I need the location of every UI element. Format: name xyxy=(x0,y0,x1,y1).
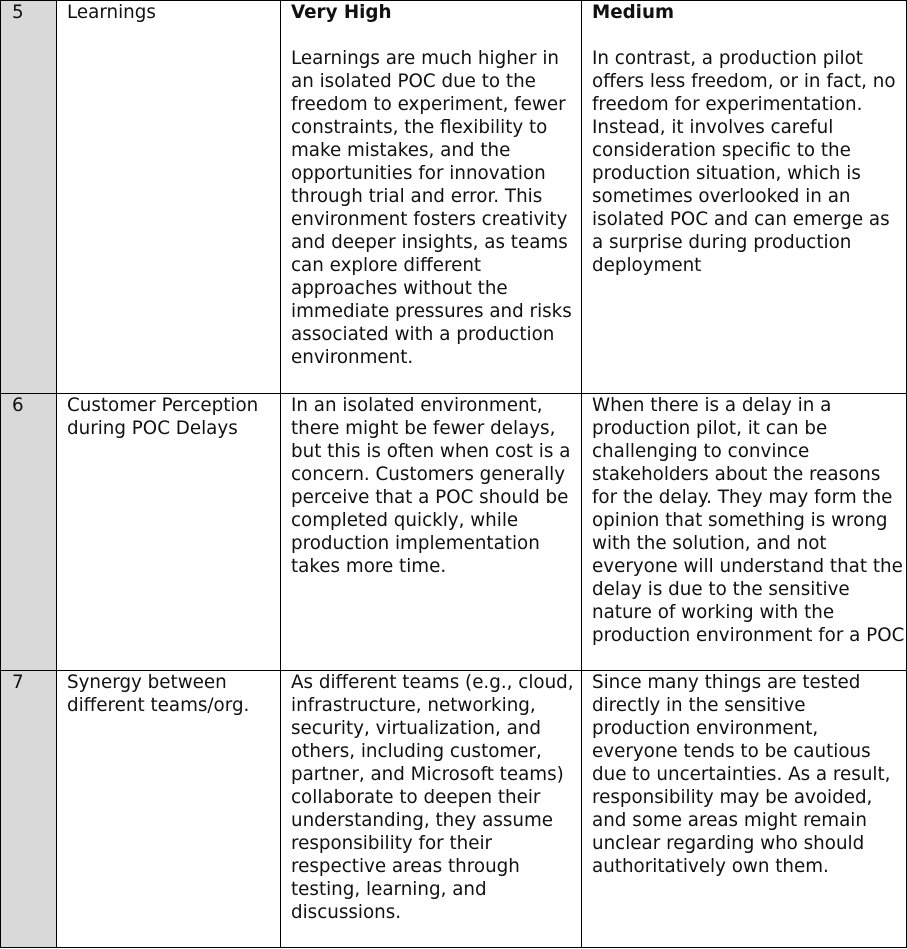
row-topic: Learnings xyxy=(57,1,281,394)
poc-cell xyxy=(281,1,582,394)
poc-rating: Very High xyxy=(291,2,392,23)
spacer xyxy=(291,24,581,47)
row-topic: Synergy between different teams/org. xyxy=(57,671,281,948)
spacer xyxy=(592,24,906,47)
row-number: 7 xyxy=(1,671,57,948)
table-row xyxy=(1,394,907,671)
pilot-cell xyxy=(582,1,907,394)
row-number: 5 xyxy=(1,1,57,394)
pilot-description: In contrast, a production pilot offers less freedom, or in fact, no freedom for experimentation. Instead, it involves careful consideration specific to the production situation, which is sometimes overlooked in an isolated POC and can emerge as a surprise during production deployment xyxy=(592,48,896,276)
pilot-description: When there is a delay in a production pilot, it can be challenging to convince stakeholders about the reasons for the delay. They may form the opinion that something is wrong with the solution, and not everyone will understand that the delay is due to the sensitive nature of working with the production environment for a POC xyxy=(582,394,907,671)
poc-description: Learnings are much higher in an isolated POC due to the freedom to experiment, fewer constraints, the flexibility to make mistakes, and the opportunities for innovation through trial and error. This environment fosters creativity and deeper insights, as teams can explore different approaches without the immediate pressures and risks associated with a production environment. xyxy=(291,48,572,368)
poc-description: In an isolated environment, there might be fewer delays, but this is often when cost is a concern. Customers generally perceive that a POC should be completed quickly, while production implementation takes more time. xyxy=(281,394,582,671)
pilot-rating: Medium xyxy=(592,2,675,23)
row-topic: Customer Perception during POC Delays xyxy=(57,394,281,671)
pilot-description: Since many things are tested directly in the sensitive production environment, everyone tends to be cautious due to uncertainties. As a result, responsibility may be avoided, and some areas might remain unclear regarding who should authoritatively own them. xyxy=(582,671,907,948)
poc-description: As different teams (e.g., cloud, infrastructure, networking, security, virtualization, and others, including customer, partner, and Microsoft teams) collaborate to deepen their understanding, they assume responsibility for their respective areas through testing, learning, and discussions. xyxy=(281,671,582,948)
row-number: 6 xyxy=(1,394,57,671)
table-row xyxy=(1,671,907,948)
table-row xyxy=(1,1,907,394)
